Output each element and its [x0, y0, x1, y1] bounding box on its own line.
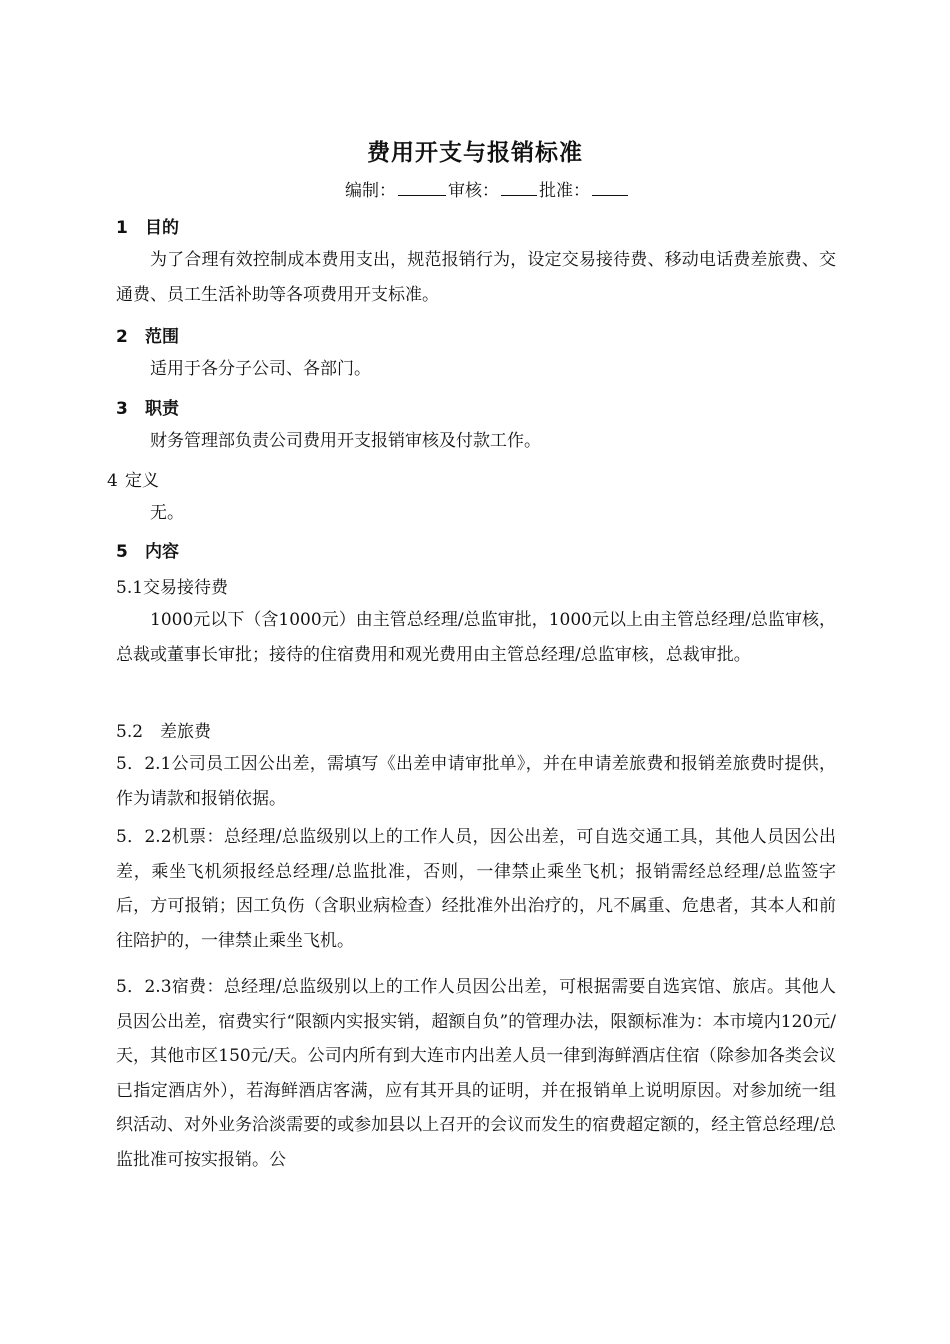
clause-5-2-1: 5．2.1公司员工因公出差，需填写《出差申请审批单》，并在申请差旅费和报销差旅费时提供，作为请款和报销依据。 [116, 754, 836, 809]
compile-blank [398, 180, 446, 196]
clause-5-2-3: 5．2.3宿费：总经理/总监级别以上的工作人员因公出差，可根据需要自选宾馆、旅店。其他人员因公出差，宿费实行“限额内实报实销，超额自负”的管理办法，限额标准为：本市境内120元/天，其他市区150元/天。公司内所有到大连市内出差人员一律到海鲜酒店住宿（除参加各类会议已指定酒店外），若海鲜酒店客满，应有其开具的证明，并在报销单上说明原因。对参加统一组织活动、对外业务洽淡需要的或参加县以上召开的会议而发生的宿费超定额的，经主管总经理/总监批准可按实报销。公 [116, 977, 836, 1170]
section-body-responsibility: 财务管理部负责公司费用开支报销审核及付款工作。 [150, 431, 541, 451]
review-blank [501, 180, 537, 196]
section-body-scope: 适用于各分子公司、各部门。 [150, 359, 371, 379]
section-heading-responsibility [116, 394, 179, 419]
section-title: 定义 [125, 471, 159, 491]
document-title: 费用开支与报销标准 [367, 140, 583, 166]
subsection-title-travel: 5.2 差旅费 [116, 722, 212, 742]
section-body-purpose: 为了合理有效控制成本费用支出，规范报销行为，设定交易接待费、移动电话费差旅费、交通费、员工生活补助等各项费用开支标准。 [116, 250, 836, 305]
subsection-body-reception: 1000元以下（含1000元）由主管总经理/总监审批，1000元以上由主管总经理/总监审核，总裁或董事长审批；接待的住宿费用和观光费用由主管总经理/总监审核，总裁审批。 [116, 610, 836, 665]
section-number: 1 [116, 218, 128, 238]
subsection-title-reception: 5.1交易接待费 [116, 578, 229, 598]
approve-label: 批准： [539, 181, 590, 201]
clause-5-2-2: 5．2.2机票：总经理/总监级别以上的工作人员，因公出差，可自选交通工具，其他人员因公出差，乘坐飞机须报经总经理/总监批准，否则，一律禁止乘坐飞机；报销需经总经理/总监签字后，方可报销；因工负伤（含职业病检查）经批准外出治疗的，凡不属重、危患者，其本人和前往陪护的，一律禁止乘坐飞机。 [116, 827, 836, 951]
section-title: 内容 [145, 542, 179, 562]
section-body-definition: 无。 [150, 503, 184, 523]
section-heading-purpose [116, 213, 179, 238]
signoff-line [345, 176, 630, 201]
section-number: 2 [116, 327, 128, 347]
section-heading-content [116, 537, 179, 562]
section-title: 目的 [145, 218, 179, 238]
section-number: 3 [116, 399, 128, 419]
approve-blank [592, 180, 628, 196]
section-title: 范围 [145, 327, 179, 347]
section-title: 职责 [145, 399, 179, 419]
section-number: 5 [116, 542, 128, 562]
section-number: 4 [107, 471, 118, 491]
compile-label: 编制： [345, 181, 396, 201]
section-heading-scope [116, 322, 179, 347]
section-heading-definition [107, 466, 159, 491]
review-label: 审核： [448, 181, 499, 201]
